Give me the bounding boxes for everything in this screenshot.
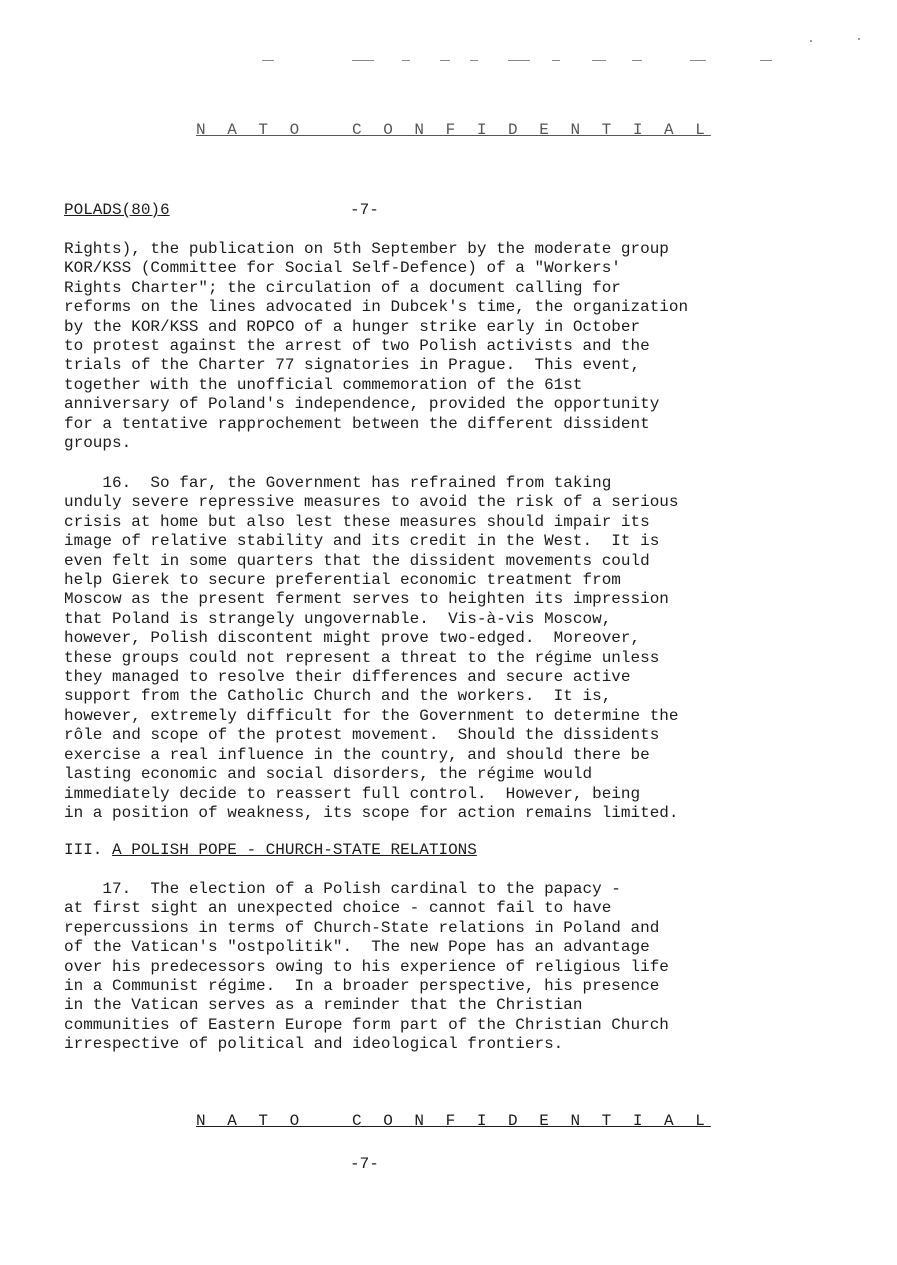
paragraph-16: 16. So far, the Government has refrained from taking unduly severe repressive measures to avoid the risk of a serious crisis at home but also lest these measures should impair its image of relative stability and its credit in the West. It is even felt in some quarters that the dissident movements could help Gierek to secure preferential economic treatment from Moscow as the present ferment serves to heighten its impression that Poland is strangely ungovernable. Vis-à-vis Moscow, however, Polish discontent might prove two-edged. Moreover, these groups could not represent a threat to the régime unless they managed to resolve their differences and secure active support from the Catholic Church and the workers. It is, however, extremely difficult for the Government to determine the rôle and scope of the protest movement. Should the dissidents exercise a real influence in the country, and should there be lasting economic and social disorders, the régime would immediately decide to reassert full control. However, being in a position of weakness, its scope for action remains limited. [64, 474, 679, 822]
scan-artifact [352, 60, 374, 61]
scan-artifact [470, 60, 478, 61]
page-number-header: -7- [350, 201, 379, 219]
document-reference: POLADS(80)6 [64, 201, 170, 219]
scan-artifact [858, 38, 860, 40]
classification-header: N A T O C O N F I D E N T I A L [196, 121, 711, 139]
section-number: III. [64, 841, 103, 859]
scan-artifact [632, 60, 642, 61]
scan-artifact [760, 60, 772, 61]
scan-artifact [552, 60, 560, 61]
classification-footer: N A T O C O N F I D E N T I A L [196, 1112, 711, 1130]
paragraph-17: 17. The election of a Polish cardinal to the papacy - at first sight an unexpected choice - cannot fail to have repercussions in terms of Church-State relations in Poland and of the Vatican's "ostpolitik". The new Pope has an advantage over his predecessors owing to his experience of religious life in a Communist régime. In a broader perspective, his presence in the Vatican serves as a reminder that the Christian communities of Eastern Europe form part of the Christian Church irrespective of political and ideological frontiers. [64, 880, 669, 1054]
section-heading [64, 842, 477, 858]
scan-artifact [592, 60, 606, 61]
section-title: A POLISH POPE - CHURCH-STATE RELATIONS [112, 841, 477, 859]
scan-artifact [810, 40, 812, 42]
scan-artifact [402, 60, 410, 61]
paragraph-continuation: Rights), the publication on 5th September by the moderate group KOR/KSS (Committee for Social Self-Defence) of a "Workers' Rights Charter"; the circulation of a document calling for reforms on the lines advocated in Dubcek's time, the organization by the KOR/KSS and ROPCO of a hunger strike early in October to protest against the arrest of two Polish activists and the trials of the Charter 77 signatories in Prague. This event, together with the unofficial commemoration of the 61st anniversary of Poland's independence, provided the opportunity for a tentative rapprochement between the different dissident groups. [64, 240, 689, 453]
scan-artifact [508, 60, 530, 61]
scan-artifact [440, 60, 450, 61]
scan-artifact [690, 60, 706, 61]
page-number-footer: -7- [350, 1155, 379, 1173]
scan-artifact [262, 60, 274, 61]
